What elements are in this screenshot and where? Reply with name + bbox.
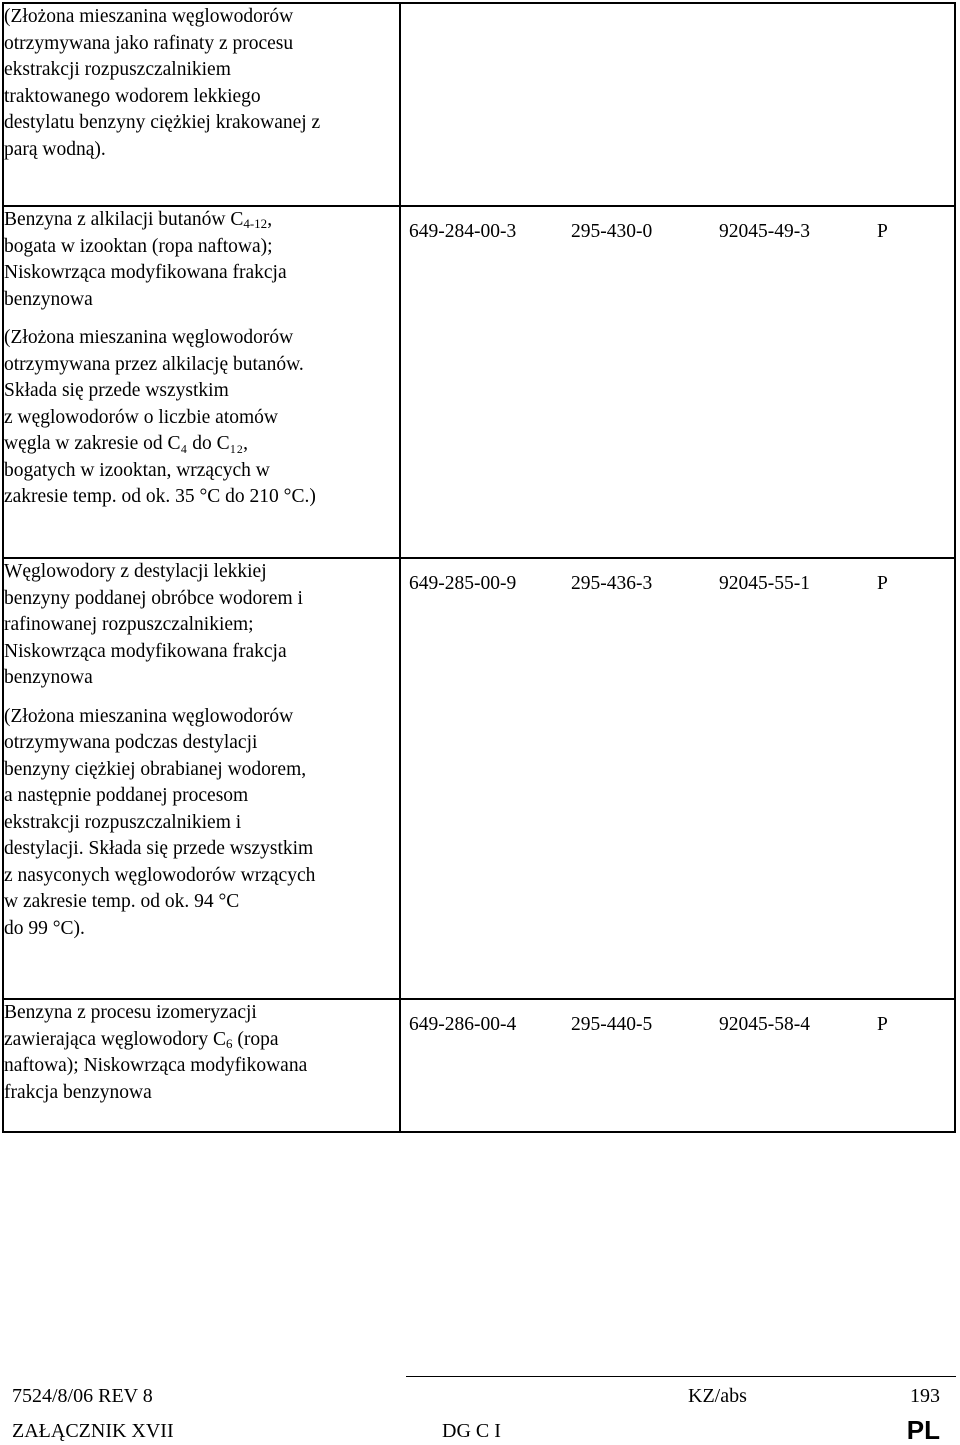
substance-table xyxy=(2,2,956,1133)
note-code: P xyxy=(877,1014,888,1035)
cas-number: 92045-49-3 xyxy=(719,221,810,242)
table-row xyxy=(3,3,955,206)
carbon-subscript: 6 xyxy=(225,1035,233,1051)
note-code: P xyxy=(877,573,888,594)
description-cell xyxy=(3,3,400,206)
ec-number: 295-436-3 xyxy=(571,573,653,594)
description-cell xyxy=(3,558,400,999)
identifiers-cell xyxy=(400,999,955,1132)
index-number: 649-284-00-3 xyxy=(409,221,517,242)
carbon-subscript: 4-12 xyxy=(243,216,268,231)
table-row xyxy=(3,206,955,558)
document-reference: 7524/8/06 REV 8 xyxy=(12,1385,153,1407)
identifiers-cell xyxy=(400,3,955,206)
description-paragraph: (Złożona mieszanina węglowodorów otrzymywana jako rafinaty z procesu ekstrakcji rozpuszczalnikiem traktowanego wodorem lekkiego destylatu benzyny ciężkiej krakowanej z parą wodną). xyxy=(4,6,321,160)
cas-number: 92045-58-4 xyxy=(719,1014,810,1035)
index-number: 649-285-00-9 xyxy=(409,573,517,594)
ec-number: 295-440-5 xyxy=(571,1014,653,1035)
description-cell xyxy=(3,206,400,558)
table-row xyxy=(3,558,955,999)
annex-label: ZAŁĄCZNIK XVII xyxy=(12,1420,174,1442)
ec-number: 295-430-0 xyxy=(571,221,653,242)
note-code: P xyxy=(877,221,888,242)
footer-divider xyxy=(406,1376,956,1377)
description-paragraph: (Złożona mieszanina węglowodorów otrzymywana podczas destylacji benzyny ciężkiej obrabianej wodorem, a następnie poddanej procesom ekstrakcji rozpuszczalnikiem i destylacji. Składa się przede wszystkim z nasyconych węglowodorów wrzących w zakresie temp. od ok. 94 °C do 99 °C). xyxy=(4,705,316,939)
substance-name: Węglowodory z destylacji lekkiej benzyny poddanej obróbce wodorem i rafinowanej rozpuszczalnikiem; Niskowrząca modyfikowana frakcja benzynowa xyxy=(4,561,303,688)
description-cell xyxy=(3,999,400,1132)
substance-name: Benzyna z procesu izomeryzacji zawierająca węglowodory $C_6$ (ropa naftowa); Niskowrząca modyfikowana frakcja benzynowa xyxy=(4,1002,308,1103)
index-number: 649-286-00-4 xyxy=(409,1014,517,1035)
cas-number: 92045-55-1 xyxy=(719,573,810,594)
identifiers-cell xyxy=(400,206,955,558)
table-row xyxy=(3,999,955,1132)
directorate-label: DG C I xyxy=(442,1420,501,1442)
substance-name: Benzyna z alkilacji butanów $C_{4-12}$, bogata w izooktan (ropa naftowa); Niskowrząca modyfikowana frakcja benzynowa xyxy=(4,209,287,310)
language-code: PL xyxy=(906,1415,940,1445)
author-initials: KZ/abs xyxy=(688,1385,747,1407)
page-number: 193 xyxy=(910,1385,940,1407)
identifiers-cell xyxy=(400,558,955,999)
description-paragraph: (Złożona mieszanina węglowodorów otrzymywana przez alkilację butanów. Składa się przede wszystkim z węglowodorów o liczbie atomów węgla w zakresie od C₄ do C₁₂, bogatych w izooktan, wrzących w zakresie temp. od ok. 35 °C do 210 °C.) xyxy=(4,327,316,507)
